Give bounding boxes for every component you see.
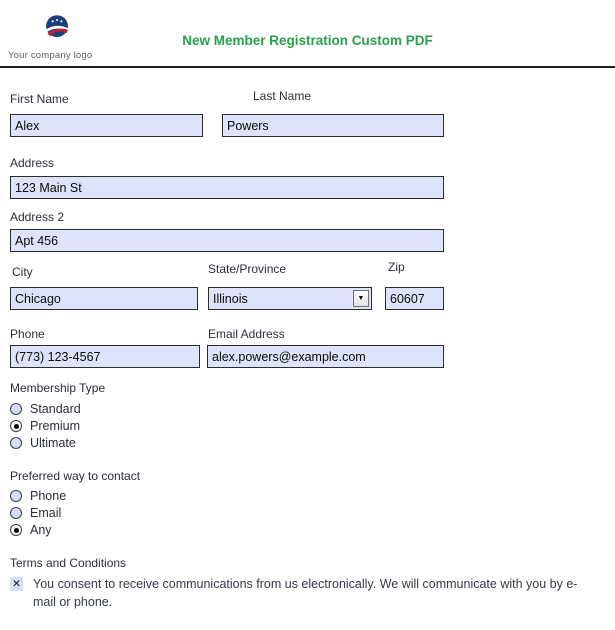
last-name-input[interactable]: [222, 114, 444, 137]
contact-option-any[interactable]: [10, 523, 52, 537]
radio-label: Any: [30, 523, 52, 537]
zip-label: Zip: [388, 260, 405, 274]
membership-option-standard[interactable]: [10, 402, 81, 416]
page-title: New Member Registration Custom PDF: [182, 33, 433, 48]
state-select[interactable]: [208, 287, 372, 310]
address2-input[interactable]: [10, 229, 444, 252]
radio-icon[interactable]: [10, 420, 22, 432]
header-divider: [0, 66, 615, 68]
radio-icon[interactable]: [10, 437, 22, 449]
first-name-input[interactable]: [10, 114, 203, 137]
terms-checkbox[interactable]: [10, 577, 23, 591]
email-input[interactable]: [207, 345, 444, 368]
membership-option-premium[interactable]: [10, 419, 80, 433]
state-selected-value: Illinois: [213, 291, 248, 306]
chevron-down-icon: ▼: [357, 295, 365, 302]
membership-option-ultimate[interactable]: [10, 436, 76, 450]
logo-caption: Your company logo: [8, 50, 93, 61]
radio-icon[interactable]: [10, 507, 22, 519]
radio-label: Email: [30, 506, 62, 520]
contact-option-phone[interactable]: [10, 489, 66, 503]
radio-label: Premium: [30, 419, 81, 433]
radio-label: Standard: [30, 402, 81, 416]
radio-icon[interactable]: [10, 490, 22, 502]
zip-input[interactable]: [385, 287, 444, 310]
terms-text: You consent to receive communications from us electronically. We will communicate with you by e-mail or phone.: [33, 577, 578, 610]
contact-preference-label: Preferred way to contact: [10, 469, 141, 483]
dropdown-arrow-button[interactable]: [353, 290, 369, 307]
phone-label: Phone: [10, 327, 45, 341]
radio-icon[interactable]: [10, 403, 22, 415]
last-name-label: Last Name: [253, 89, 312, 103]
radio-icon[interactable]: [10, 524, 22, 536]
terms-label: Terms and Conditions: [10, 556, 127, 570]
city-input[interactable]: [10, 287, 198, 310]
address2-label: Address 2: [10, 210, 65, 224]
address-input[interactable]: [10, 176, 444, 199]
state-label: State/Province: [208, 262, 287, 276]
radio-label: Ultimate: [30, 436, 76, 450]
email-label: Email Address: [208, 327, 285, 341]
city-label: City: [12, 265, 33, 279]
address-label: Address: [10, 156, 55, 170]
membership-type-label: Membership Type: [10, 381, 106, 395]
phone-input[interactable]: [10, 345, 200, 368]
first-name-label: First Name: [10, 92, 69, 106]
radio-label: Phone: [30, 489, 67, 503]
contact-option-email[interactable]: [10, 506, 61, 520]
